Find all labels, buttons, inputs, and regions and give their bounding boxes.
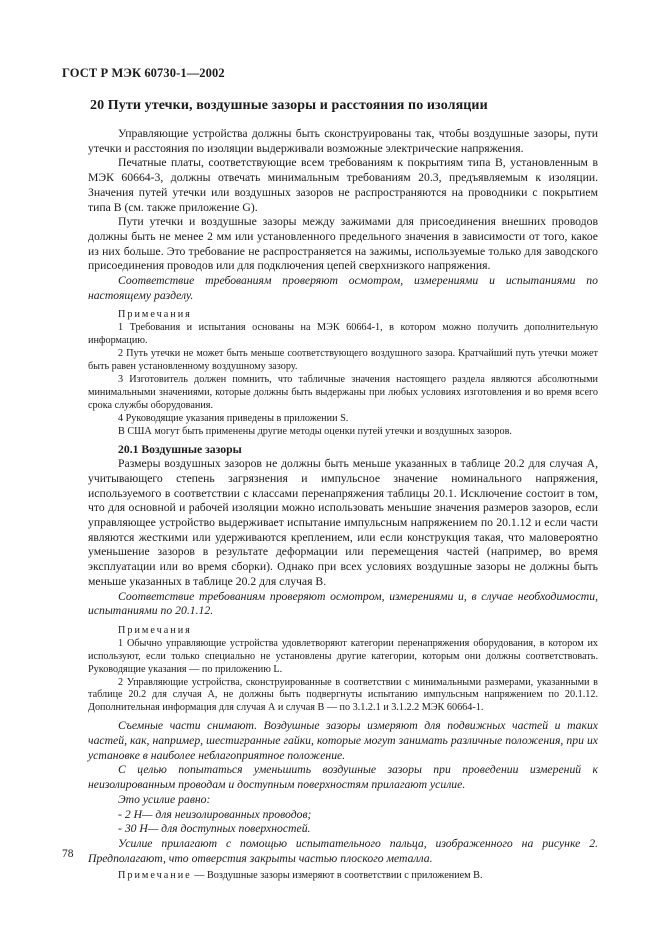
paragraph: Печатные платы, соответствующие всем требованиям к покрытиям типа В, установленным в МЭК 60664-3, должны отвечать минимальным требованиям 20.3, предъявляемым к изоляции. Значения путей утечки или воздушных зазоров не распространяются на проводники с покрытием типа В (см. также приложение G). (88, 156, 598, 214)
note-item: 2 Управляющие устройства, сконструированные в соответствии с минимальными размерами, указанными в таблице 20.2 для случая А, не должны быть подвергнуты испытанию импульсным напряжением по 20.1.12. Дополнительная информация для случая А и случая В — по 3.1.2.1 и 3.1.2.2 МЭК 60664-1. (88, 676, 598, 714)
note-item: 1 Обычно управляющие устройства удовлетворяют категории перенапряжения оборудования, в котором их используют, если только специально не установлены другие категории, которым они должны соответствовать. Руководящие указания — по приложению L. (88, 637, 598, 675)
test-paragraph: Съемные части снимают. Воздушные зазоры измеряют для подвижных частей и таких частей, как, например, шестигранные гайки, которые могут занимать различные положения, при их установке в наиболее неблагоприятное положение. (88, 719, 598, 762)
section-title: 20 Пути утечки, воздушные зазоры и расстояния по изоляции (90, 98, 488, 113)
notes-heading: Примечания (118, 309, 192, 321)
test-paragraph: Усилие прилагают с помощью испытательного пальца, изображенного на рисунке 2. Предполагают, что отверстия закрыты частью плоского металла. (88, 836, 598, 865)
paragraph: Размеры воздушных зазоров не должны быть меньше указанных в таблице 20.2 для случая А, учитывающего степень загрязнения и импульсное значение номинального напряжения, используемого в соответствии с классами перенапряжения таблицы 20.1. Исключение состоит в том, что для основной и рабочей изоляции можно использовать меньшие значения размеров зазоров, если управляющее устройство выдерживает испытание импульсным напряжением по 20.1.12 и если части являются жесткими или удерживаются креплением, или если конструкция такая, что маловероятно уменьшение зазоров в результате деформации или перемещения частей (например, во время эксплуатации или во время сборки). Однако при всех условиях воздушные зазоры не должны быть меньше указанных в таблице 20.2 для случая В. (88, 457, 598, 588)
note-item: 1 Требования и испытания основаны на МЭК 60664-1, в котором можно получить дополнительную информацию. (88, 322, 598, 347)
notes-heading: Примечания (118, 624, 192, 636)
paragraph: Управляющие устройства должны быть сконструированы так, чтобы воздушные зазоры, пути утечки и расстояния по изоляции выдерживали возможные электрические напряжения. (88, 127, 598, 155)
final-note-label: Примечание (118, 870, 192, 882)
note-item: 4 Руководящие указания приведены в приложении S. (118, 412, 349, 424)
final-note-text: — Воздушные зазоры измеряют в соответствии с приложением В. (191, 870, 483, 882)
subsection-title: 20.1 Воздушные зазоры (118, 442, 242, 456)
test-list-item: - 2 Н— для неизолированных проводов; (118, 807, 312, 821)
page-number: 78 (62, 848, 74, 860)
final-note (88, 870, 598, 883)
page-content (88, 98, 598, 883)
test-paragraph: Это усилие равно: (118, 792, 211, 806)
paragraph: Пути утечки и воздушные зазоры между зажимами для присоединения внешних проводов должны быть не менее 2 мм или установленного предельного значения в зависимости от того, какое из них больше. Это требование не распространяется на зажимы, используемые только для заводского присоединения проводов или для подключения цепей сверхнизкого напряжения. (88, 215, 598, 273)
compliance-paragraph: Соответствие требованиям проверяют осмотром, измерениями и, в случае необходимости, испытаниями по 20.1.12. (88, 589, 598, 618)
note-item: В США могут быть применены другие методы оценки путей утечки и воздушных зазоров. (118, 425, 512, 437)
test-paragraph: С целью попытаться уменьшить воздушные зазоры при проведении измерений к неизолированным проводам и доступным поверхностям прилагают усилие. (88, 763, 598, 792)
test-list-item: - 30 Н— для доступных поверхностей. (118, 822, 311, 836)
note-item: 3 Изготовитель должен помнить, что табличные значения настоящего раздела являются абсолютными минимальными значениями, которые должны быть выдержаны при любых условиях изготовления и во время всего срока службы оборудования. (88, 373, 598, 411)
note-item: 2 Путь утечки не может быть меньше соответствующего воздушного зазора. Кратчайший путь утечки может быть равен установленному воздушному зазору. (88, 348, 598, 373)
document-header: ГОСТ Р МЭК 60730-1—2002 (62, 66, 225, 80)
compliance-paragraph: Соответствие требованиям проверяют осмотром, измерениями и испытаниями по настоящему разделу. (88, 274, 598, 302)
